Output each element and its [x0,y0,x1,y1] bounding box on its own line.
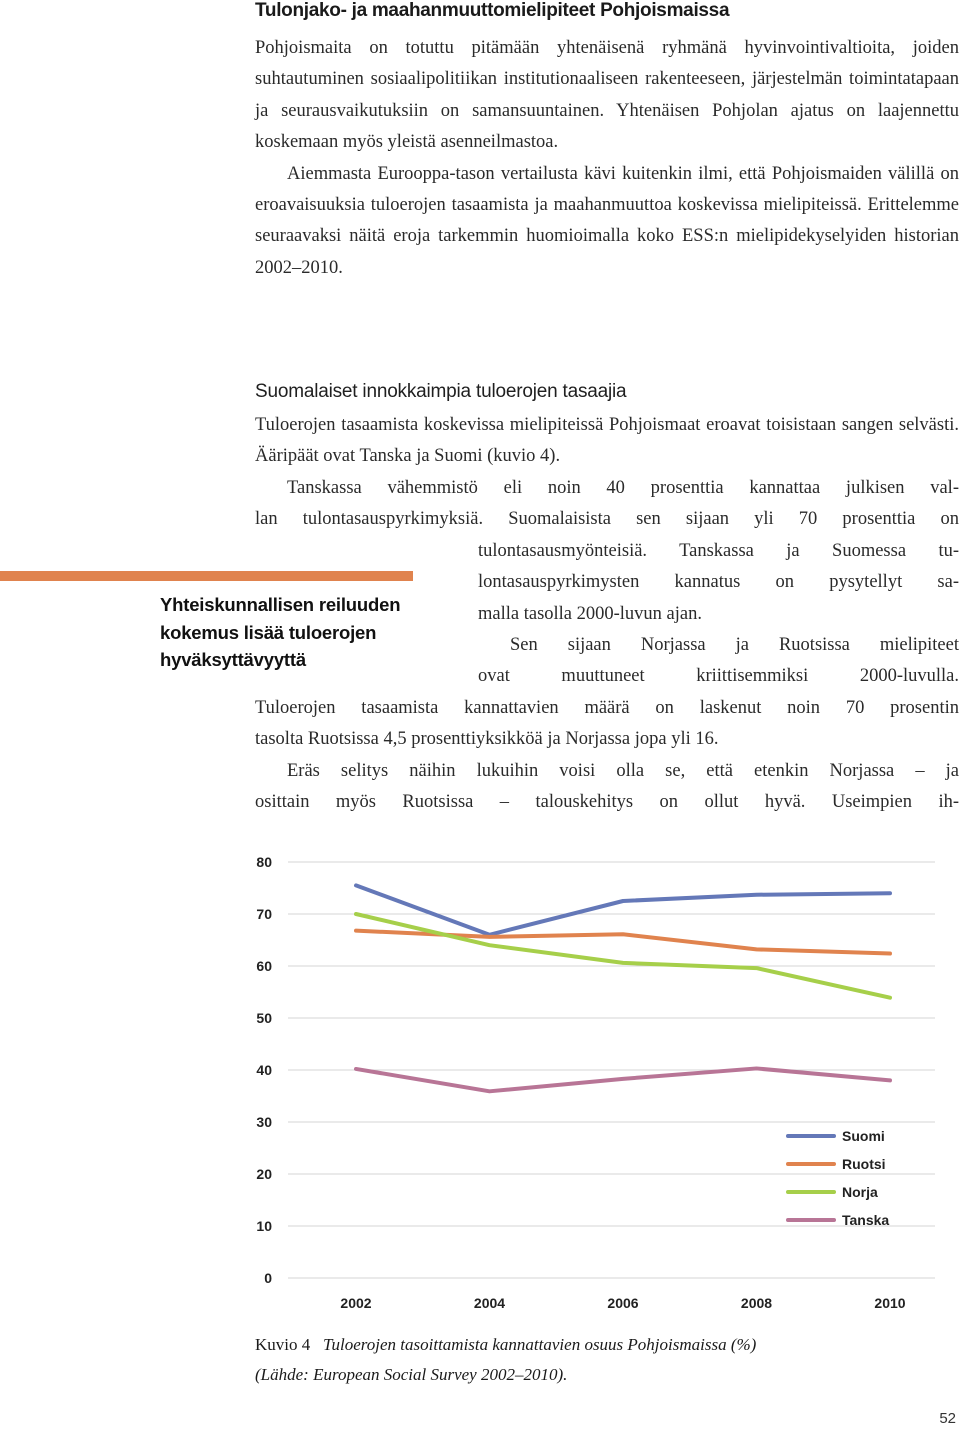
pullquote-accent-bar [0,571,413,581]
y-tick-label-80: 80 [256,854,272,870]
x-tick-label-2008: 2008 [740,1295,773,1311]
legend-label-ruotsi: Ruotsi [842,1156,886,1172]
y-tick-label-70: 70 [256,906,272,922]
x-tick-label-2006: 2006 [607,1295,639,1311]
y-tick-label-0: 0 [264,1270,272,1286]
pullquote: Yhteiskunnallisen reiluuden kokemus lisää tuloerojen hyväksyttävyyttä [160,594,401,670]
y-tick-label-20: 20 [256,1166,272,1182]
caption-title: Tuloerojen tasoittamista kannattavien osuus Pohjoismaissa (%) [323,1335,757,1354]
section2-p2-line-1: Tanskassa vähemmistö eli noin 40 prosenttia kannattaa julkisen val- [287,478,959,498]
section2-p2-line-5: malla tasolla 2000-luvun ajan. [478,604,702,624]
section-header: Tulonjako- ja maahanmuuttomielipiteet Pohjoismaissa [255,0,730,21]
section2-p4-line-2: osittain myös Ruotsissa – talouskehitys on ollut hyvä. Useimpien ih- [255,792,959,812]
line-chart [240,840,940,1320]
caption-label: Kuvio 4 [255,1335,311,1354]
legend-label-norja: Norja [842,1184,878,1200]
y-tick-label-60: 60 [256,958,272,974]
intro-text [255,33,959,284]
section2-p3-line-4: tasolta Ruotsissa 4,5 prosenttiyksikköä ja Norjassa jopa yli 16. [255,729,719,749]
section2-p3-line-3: Tuloerojen tasaamista kannattavien määrä on laskenut noin 70 prosentin [255,698,959,718]
subheading: Suomalaiset innokkaimpia tuloerojen tasaajia [255,381,627,402]
y-tick-label-30: 30 [256,1114,272,1130]
intro-paragraph-2: Aiemmasta Eurooppa-tason vertailusta kävi kuitenkin ilmi, että Pohjoismaiden välillä on eroavaisuuksia tuloerojen tasaamista ja maahanmuuttoa koskevissa mielipiteissä. Erittelemme seuraavaksi näitä eroja tarkemmin huomioimalla koko ESS:n mielipidekyselyiden historian 2002–2010. [255,163,959,278]
section2-p3-line-2: ovat muuttuneet kriittisemmiksi 2000-luvulla. [478,666,959,686]
x-tick-label-2004: 2004 [473,1295,506,1311]
intro-paragraph-1: Pohjoismaita on totuttu pitämään yhtenäisenä ryhmänä hyvinvointivaltioita, joiden suhtautuminen sosiaalipolitiikan institutionaaliseen rakenteeseen, järjestelmän toimintatapaan ja seurausvaikutuksiin on samansuuntainen. Yhtenäisen Pohjolan ajatus on laajennettu koskemaan myös yleistä asenneilmastoa. [255,38,959,153]
section2-p4-line-1: Eräs selitys näihin lukuihin voisi olla se, että etenkin Norjassa – ja [287,761,959,781]
section2-p2-line-4: lontasauspyrkimysten kannatus on pysytellyt sa- [478,572,959,592]
legend-label-tanska: Tanska [842,1212,890,1228]
section2-p3-line-1: Sen sijaan Norjassa ja Ruotsissa mielipiteet [510,635,959,655]
caption-source: (Lähde: European Social Survey 2002–2010). [255,1365,568,1384]
y-tick-label-40: 40 [256,1062,272,1078]
series-line-norja [356,914,890,998]
y-tick-label-50: 50 [256,1010,272,1026]
x-tick-label-2002: 2002 [340,1295,372,1311]
series-line-tanska [356,1068,890,1091]
x-tick-label-2010: 2010 [874,1295,906,1311]
legend-label-suomi: Suomi [842,1128,885,1144]
series-line-suomi [356,885,890,934]
figure-caption [255,1330,955,1390]
section2-paragraph-1: Tuloerojen tasaamista koskevissa mielipiteissä Pohjoismaat eroavat toisistaan sangen selvästi. Ääripäät ovat Tanska ja Suomi (kuvio 4). [255,415,959,467]
section2-p2-line-2: lan tulontasauspyrkimyksiä. Suomalaisista sen sijaan yli 70 prosenttia on [255,509,959,529]
y-tick-label-10: 10 [256,1218,272,1234]
section2-p2-line-3: tulontasausmyönteisiä. Tanskassa ja Suomessa tu- [478,541,959,561]
page-number: 52 [939,1410,956,1427]
